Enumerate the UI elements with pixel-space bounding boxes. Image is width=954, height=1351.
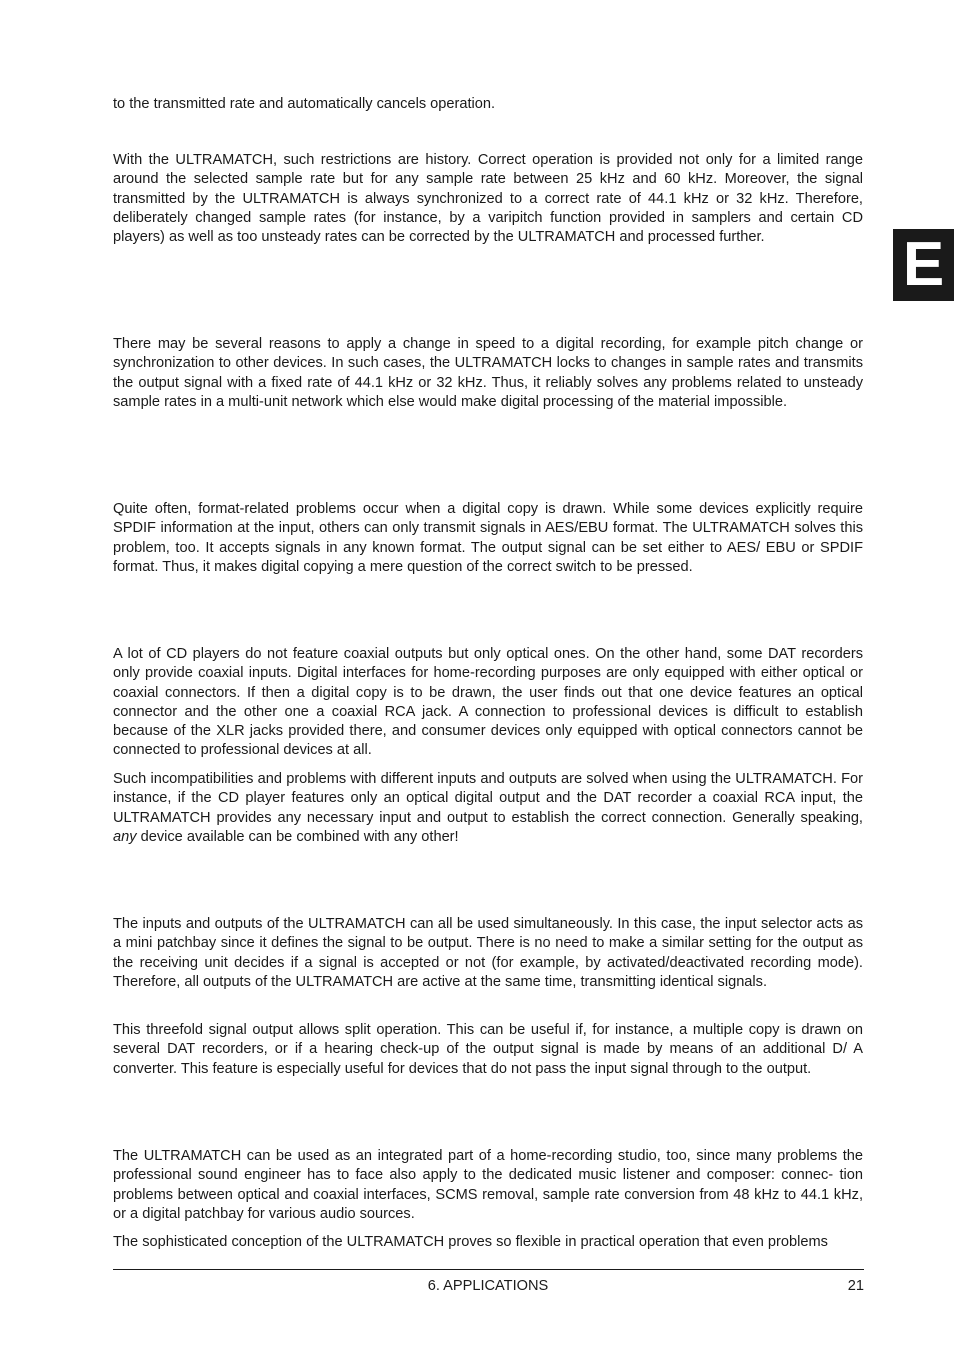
footer-rule bbox=[113, 1269, 864, 1270]
footer-section-title: 6. APPLICATIONS bbox=[427, 1278, 549, 1294]
paragraph-1: to the transmitted rate and automatically cancels operation. bbox=[113, 96, 496, 112]
paragraph-5: A lot of CD players do not feature coaxial outputs but only optical ones. On the other hand, some DAT recorders only provide coaxial inputs. Digital interfaces for home-recording purposes are only equipped with either optical or coaxial connectors. If then a digital copy is to be drawn, the user finds out that one device features an optical connector and the other one a coaxial RCA jack. A connection to professional devices is difficult to establish because of the XLR jacks provided there, and consumer devices only equipped with optical connectors cannot be connected to professional devices at all. bbox=[113, 646, 863, 759]
paragraph-6-text-b: device available can be combined with any other! bbox=[136, 828, 459, 845]
paragraph-10: The sophisticated conception of the ULTRAMATCH proves so flexible in practical operation that even problems bbox=[113, 1234, 828, 1250]
paragraph-2: With the ULTRAMATCH, such restrictions are history. Correct operation is provided not only for a limited range around the selected sample rate but for any sample rate between 25 kHz and 60 kHz. Moreover, the signal transmitted by the ULTRAMATCH is always synchronized to a correct rate of 44.1 kHz or 32 kHz. Therefore, deliberately changed sample rates (for instance, by a varipitch function provided in samplers and certain CD players) as well as too unsteady rates can be corrected by the ULTRAMATCH and processed further. bbox=[113, 152, 863, 246]
paragraph-8: This threefold signal output allows split operation. This can be useful if, for instance, a multiple copy is drawn on several DAT recorders, or if a hearing check-up of the output signal is made by means of an additional D/ A converter. This feature is especially useful for devices that do not pass the input signal through to the output. bbox=[113, 1022, 863, 1077]
paragraph-6 bbox=[113, 770, 863, 847]
footer-page-number: 21 bbox=[847, 1278, 864, 1294]
section-tab-marker: E bbox=[893, 229, 954, 301]
paragraph-6-text-a: Such incompatibilities and problems with different inputs and outputs are solved when using the ULTRAMATCH. For instance, if the CD player features only an optical digital output and the DAT recorder a coaxial RCA input, the ULTRAMATCH provides any necessary input and output to establish the correct connection. Generally speaking, bbox=[113, 771, 863, 826]
paragraph-3: There may be several reasons to apply a change in speed to a digital recording, for example pitch change or synchronization to other devices. In such cases, the ULTRAMATCH locks to changes in sample rates and transmits the output signal with a fixed rate of 44.1 kHz or 32 kHz. Thus, it reliably solves any problems related to unsteady sample rates in a multi-unit network which else would make digital processing of the material impossible. bbox=[113, 336, 863, 410]
paragraph-4: Quite often, format-related problems occur when a digital copy is drawn. While some devices explicitly require SPDIF information at the input, others can only transmit signals in AES/EBU format. The ULTRAMATCH solves this problem, too. It accepts signals in any known format. The output signal can be set either to AES/ EBU or SPDIF format. Thus, it makes digital copying a mere question of the correct switch to be pressed. bbox=[113, 501, 863, 575]
paragraph-6-emphasis: any bbox=[113, 828, 137, 845]
paragraph-7: The inputs and outputs of the ULTRAMATCH can all be used simultaneously. In this case, the input selector acts as a mini patchbay since it defines the signal to be output. There is no need to make a similar setting for the output as the receiving unit decides if a signal is accepted or not (for example, by activated/deactivated recording mode). Therefore, all outputs of the ULTRAMATCH are active at the same time, transmitting identical signals. bbox=[113, 916, 863, 990]
paragraph-9: The ULTRAMATCH can be used as an integrated part of a home-recording studio, too, since many problems the professional sound engineer has to face also apply to the dedicated music listener and composer: connec- tion problems between optical and coaxial interfaces, SCMS removal, sample rate conversion from 48 kHz to 44.1 kHz, or a digital patchbay for various audio sources. bbox=[113, 1148, 863, 1222]
